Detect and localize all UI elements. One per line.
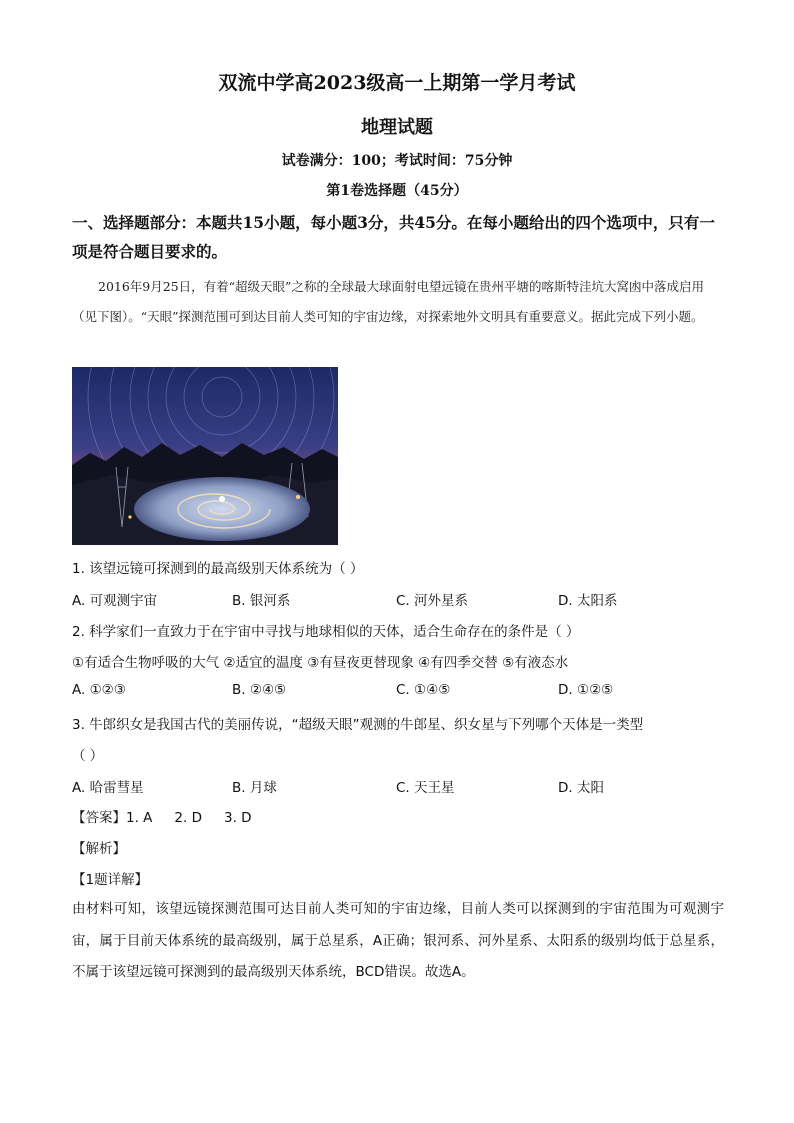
q2-option-c[interactable]: C. ①④⑤ — [396, 682, 451, 698]
fast-telescope-photo — [72, 367, 338, 545]
q1-option-c[interactable]: C. 河外星系 — [396, 593, 469, 609]
part-title: 第1卷选择题（45分） — [326, 183, 468, 199]
material-text: 2016年9月25日，有着“超级天眼”之称的全球最大球面射电望远镜在贵州平塘的喀斯特洼坑大窝凼中落成启用（见下图）。“天眼”探测范围可到达目前人类可知的宇宙边缘，对探索地外文明具有重要意义。据此完成下列小题。 — [72, 279, 704, 324]
section-heading: 一、选择题部分：本题共15小题，每小题3分，共45分。在每小题给出的四个选项中，只有一项是符合题目要求的。 — [72, 213, 715, 261]
answer-1: 1. A — [126, 810, 153, 826]
q3-option-c[interactable]: C. 天王星 — [396, 780, 455, 796]
answer-line — [72, 806, 252, 826]
question-1-stem: 1. 该望远镜可探测到的最高级别天体系统为（ ） — [72, 561, 364, 577]
exam-title: 双流中学高2023级高一上期第一学月考试 — [218, 72, 576, 94]
detail-label: 【1题详解】 — [72, 872, 149, 888]
analysis-label: 【解析】 — [72, 841, 126, 857]
q2-option-b[interactable]: B. ②④⑤ — [232, 682, 287, 698]
q1-option-d[interactable]: D. 太阳系 — [558, 593, 618, 609]
q3-option-d[interactable]: D. 太阳 — [558, 780, 604, 796]
question-3-stem-cont: （ ） — [72, 748, 104, 764]
detail-text: 由材料可知，该望远镜探测范围可达目前人类可知的宇宙边缘，目前人类可以探测到的宇宙范围为可观测宇宙，属于目前天体系统的最高级别，属于总星系，A正确；银河系、河外星系、太阳系的级别均低于总星系，不属于该望远镜可探测到的最高级别天体系统，BCD错误。故选A。 — [72, 901, 724, 980]
question-3-stem: 3. 牛郎织女是我国古代的美丽传说，“超级天眼”观测的牛郎星、织女星与下列哪个天体是一类型 — [72, 717, 644, 733]
q2-option-a[interactable]: A. ①②③ — [72, 682, 126, 698]
answer-label: 【答案】 — [72, 810, 126, 826]
answer-2: 2. D — [174, 810, 202, 826]
answer-3: 3. D — [224, 810, 252, 826]
q3-option-a[interactable]: A. 哈雷彗星 — [72, 780, 144, 796]
telescope-night-image — [72, 367, 338, 545]
question-2-statements: ①有适合生物呼吸的大气 ②适宜的温度 ③有昼夜更替现象 ④有四季交替 ⑤有液态水 — [72, 655, 569, 671]
q2-option-d[interactable]: D. ①②⑤ — [558, 682, 614, 698]
q3-option-b[interactable]: B. 月球 — [232, 780, 277, 796]
question-2-stem: 2. 科学家们一直致力于在宇宙中寻找与地球相似的天体，适合生命存在的条件是（ ） — [72, 624, 580, 640]
exam-info: 试卷满分：100；考试时间：75分钟 — [281, 153, 513, 169]
q1-option-a[interactable]: A. 可观测宇宙 — [72, 593, 158, 609]
q1-option-b[interactable]: B. 银河系 — [232, 593, 291, 609]
subject-title: 地理试题 — [361, 117, 433, 138]
